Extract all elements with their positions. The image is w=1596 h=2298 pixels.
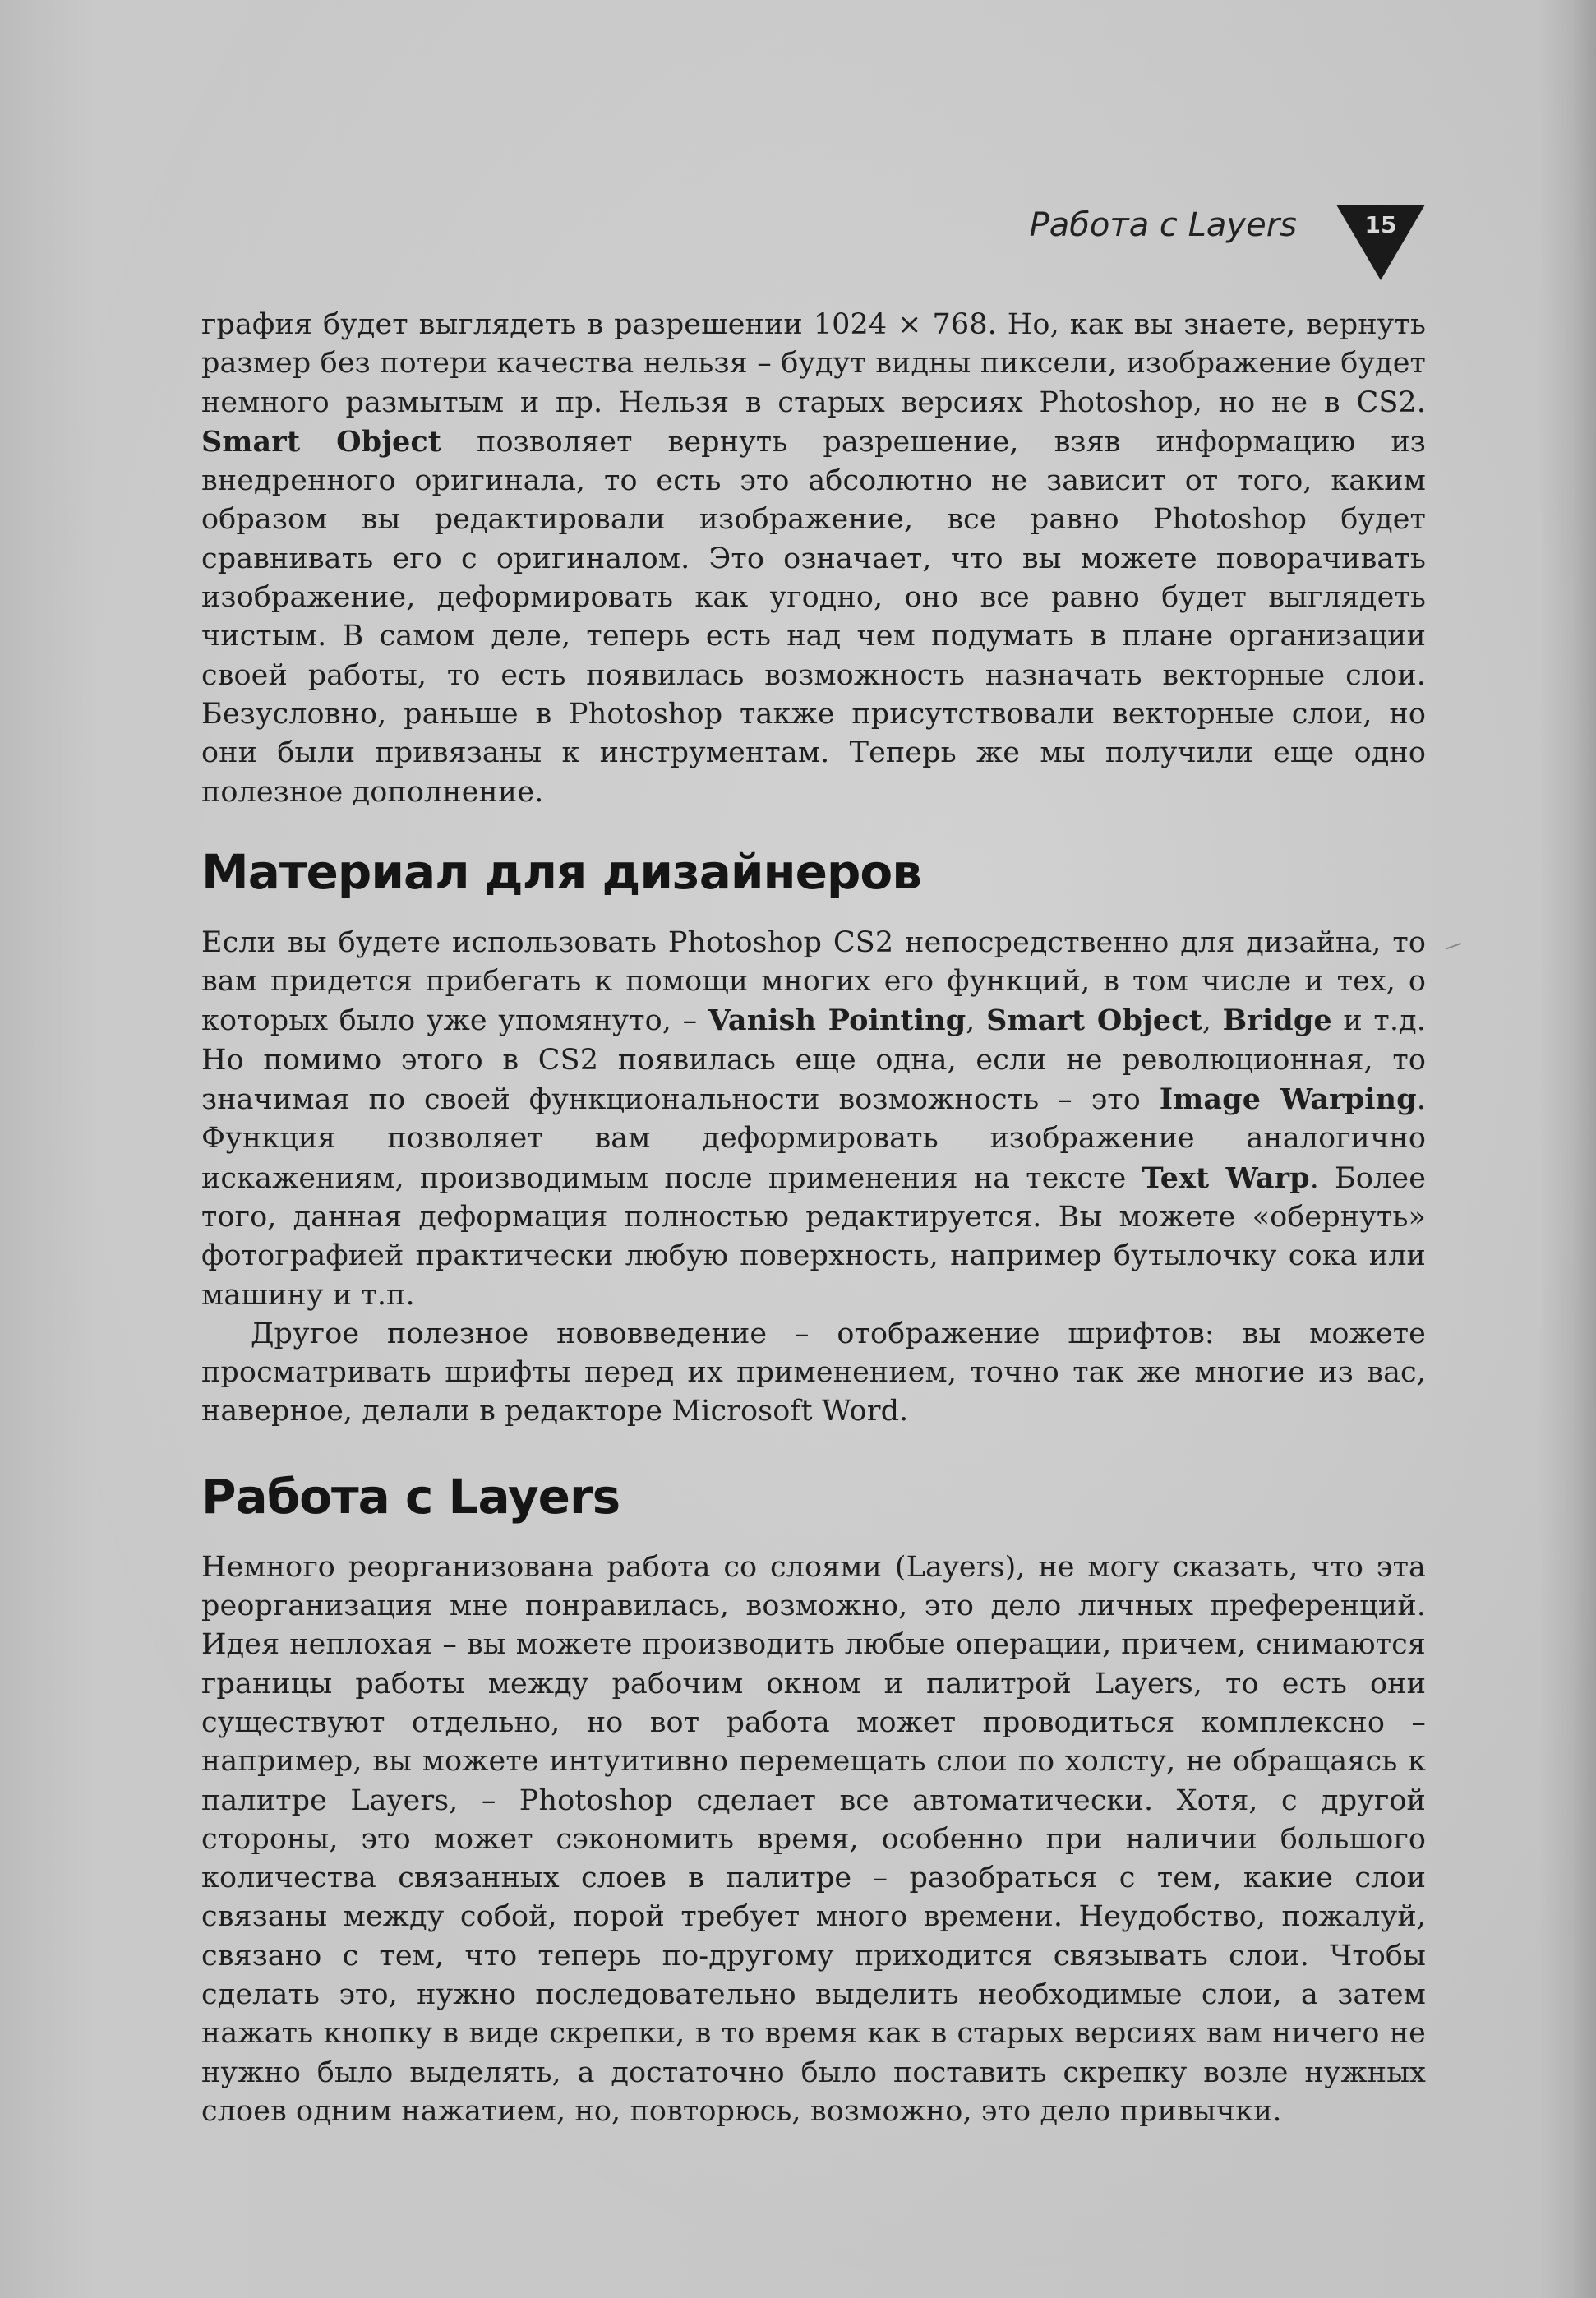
text-run: Если вы будете использовать Photoshop CS2 непосредственно для дизайна, то вам придется прибегать к помощи многих его функций, в том числе и тех, о которых было уже упомянуто, – <box>201 925 1426 1038</box>
section-heading-designers: Материал для дизайнеров <box>201 843 921 900</box>
page-content <box>201 306 1426 2131</box>
bold-term: Text Warp <box>1142 1161 1310 1195</box>
bold-term: Smart Object <box>201 424 442 459</box>
page-header <box>953 201 1430 284</box>
text-run: , <box>966 1004 987 1038</box>
text-run: позволяет вернуть разрешение, взяв информацию из внедренного оригинала, то есть это абсолютно не зависит от того, каким образом вы редактировали изображение, все равно Photoshop будет сравнивать его с оригиналом. Это означает, что вы можете поворачивать изображение, деформировать как угодно, оно все равно будет выглядеть чистым. В самом деле, теперь есть над чем подумать в плане организации своей работы, то есть появилась возможность назначать векторные слои. Безусловно, раньше в Photoshop также присутствовали векторные слои, но они были привязаны к инструментам. Теперь же мы получили еще одно полезное дополнение. <box>201 425 1426 809</box>
text-run: Немного реорганизована работа со слоями (Layers), не могу сказать, что эта реорганизация мне понравилась, возможно, это дело личных преференций. Идея неплохая – вы можете производить любые операции, причем, снимаются границы работы между рабочим окном и палитрой Layers, то есть они существуют отдельно, но вот работа может проводиться комплексно – например, вы можете интуитивно перемещать слои по холсту, не обращаясь к палитре Layers, – Photoshop сделает все автоматически. Хотя, с другой стороны, это может сэкономить время, особенно при наличии большого количества связанных слоев в палитре – разобраться с тем, какие слои связаны между собой, порой требует много времени. Неудобство, пожалуй, связано с тем, что теперь по-другому приходится связывать слои. Чтобы сделать это, нужно последовательно выделить необходимые слои, а затем нажать кнопку в виде скрепки, в то время как в старых версиях вам ничего не нужно было выделять, а достаточно было поставить скрепку возле нужных слоев одним нажатием, но, повторюсь, возможно, это дело привычки. <box>201 1550 1426 2128</box>
text-run: Другое полезное нововведение – отображение шрифтов: вы можете просматривать шрифты перед их применением, точно так же многие из вас, наверное, делали в редакторе Microsoft Word. <box>201 1317 1426 1428</box>
text-run: . Функция позволяет вам деформировать изображение аналогично искажениям, производимым после применения на тексте <box>201 1083 1426 1195</box>
margin-pencil-mark <box>1446 943 1465 958</box>
page-number: 15 <box>1364 211 1397 238</box>
page-edge-shadow <box>1538 0 1596 2298</box>
running-title: Работа с Layers <box>1029 206 1297 244</box>
bold-term: Image Warping <box>1159 1082 1417 1117</box>
section-heading-layers: Работа с Layers <box>201 1468 620 1525</box>
text-run: графия будет выглядеть в разрешении 1024 × 768. Но, как вы знаете, вернуть размер без потери качества нельзя – будут видны пиксели, изображение будет немного размытым и пр. Нельзя в старых версиях Photoshop, но не в CS2. <box>201 308 1426 419</box>
layers-paragraph-1 <box>201 1548 1426 2131</box>
bold-term: Smart Object <box>986 1004 1202 1038</box>
bold-term: Vanish Pointing <box>708 1004 966 1038</box>
page-number-marker <box>1331 201 1430 284</box>
intro-paragraph <box>201 306 1426 812</box>
text-run: , <box>1202 1004 1223 1038</box>
designers-paragraph-1 <box>201 924 1426 1315</box>
text-run: . Более того, данная деформация полностью редактируется. Вы можете «обернуть» фотографией практически любую поверхность, например бутылочку сока или машину и т.п. <box>201 1161 1427 1312</box>
text-run: и т.д. Но помимо этого в CS2 появилась еще одна, если не революционная, то значимая по своей функциональности возможность – это <box>201 1004 1426 1117</box>
bold-term: Bridge <box>1222 1004 1332 1038</box>
designers-paragraph-2 <box>201 1315 1426 1432</box>
